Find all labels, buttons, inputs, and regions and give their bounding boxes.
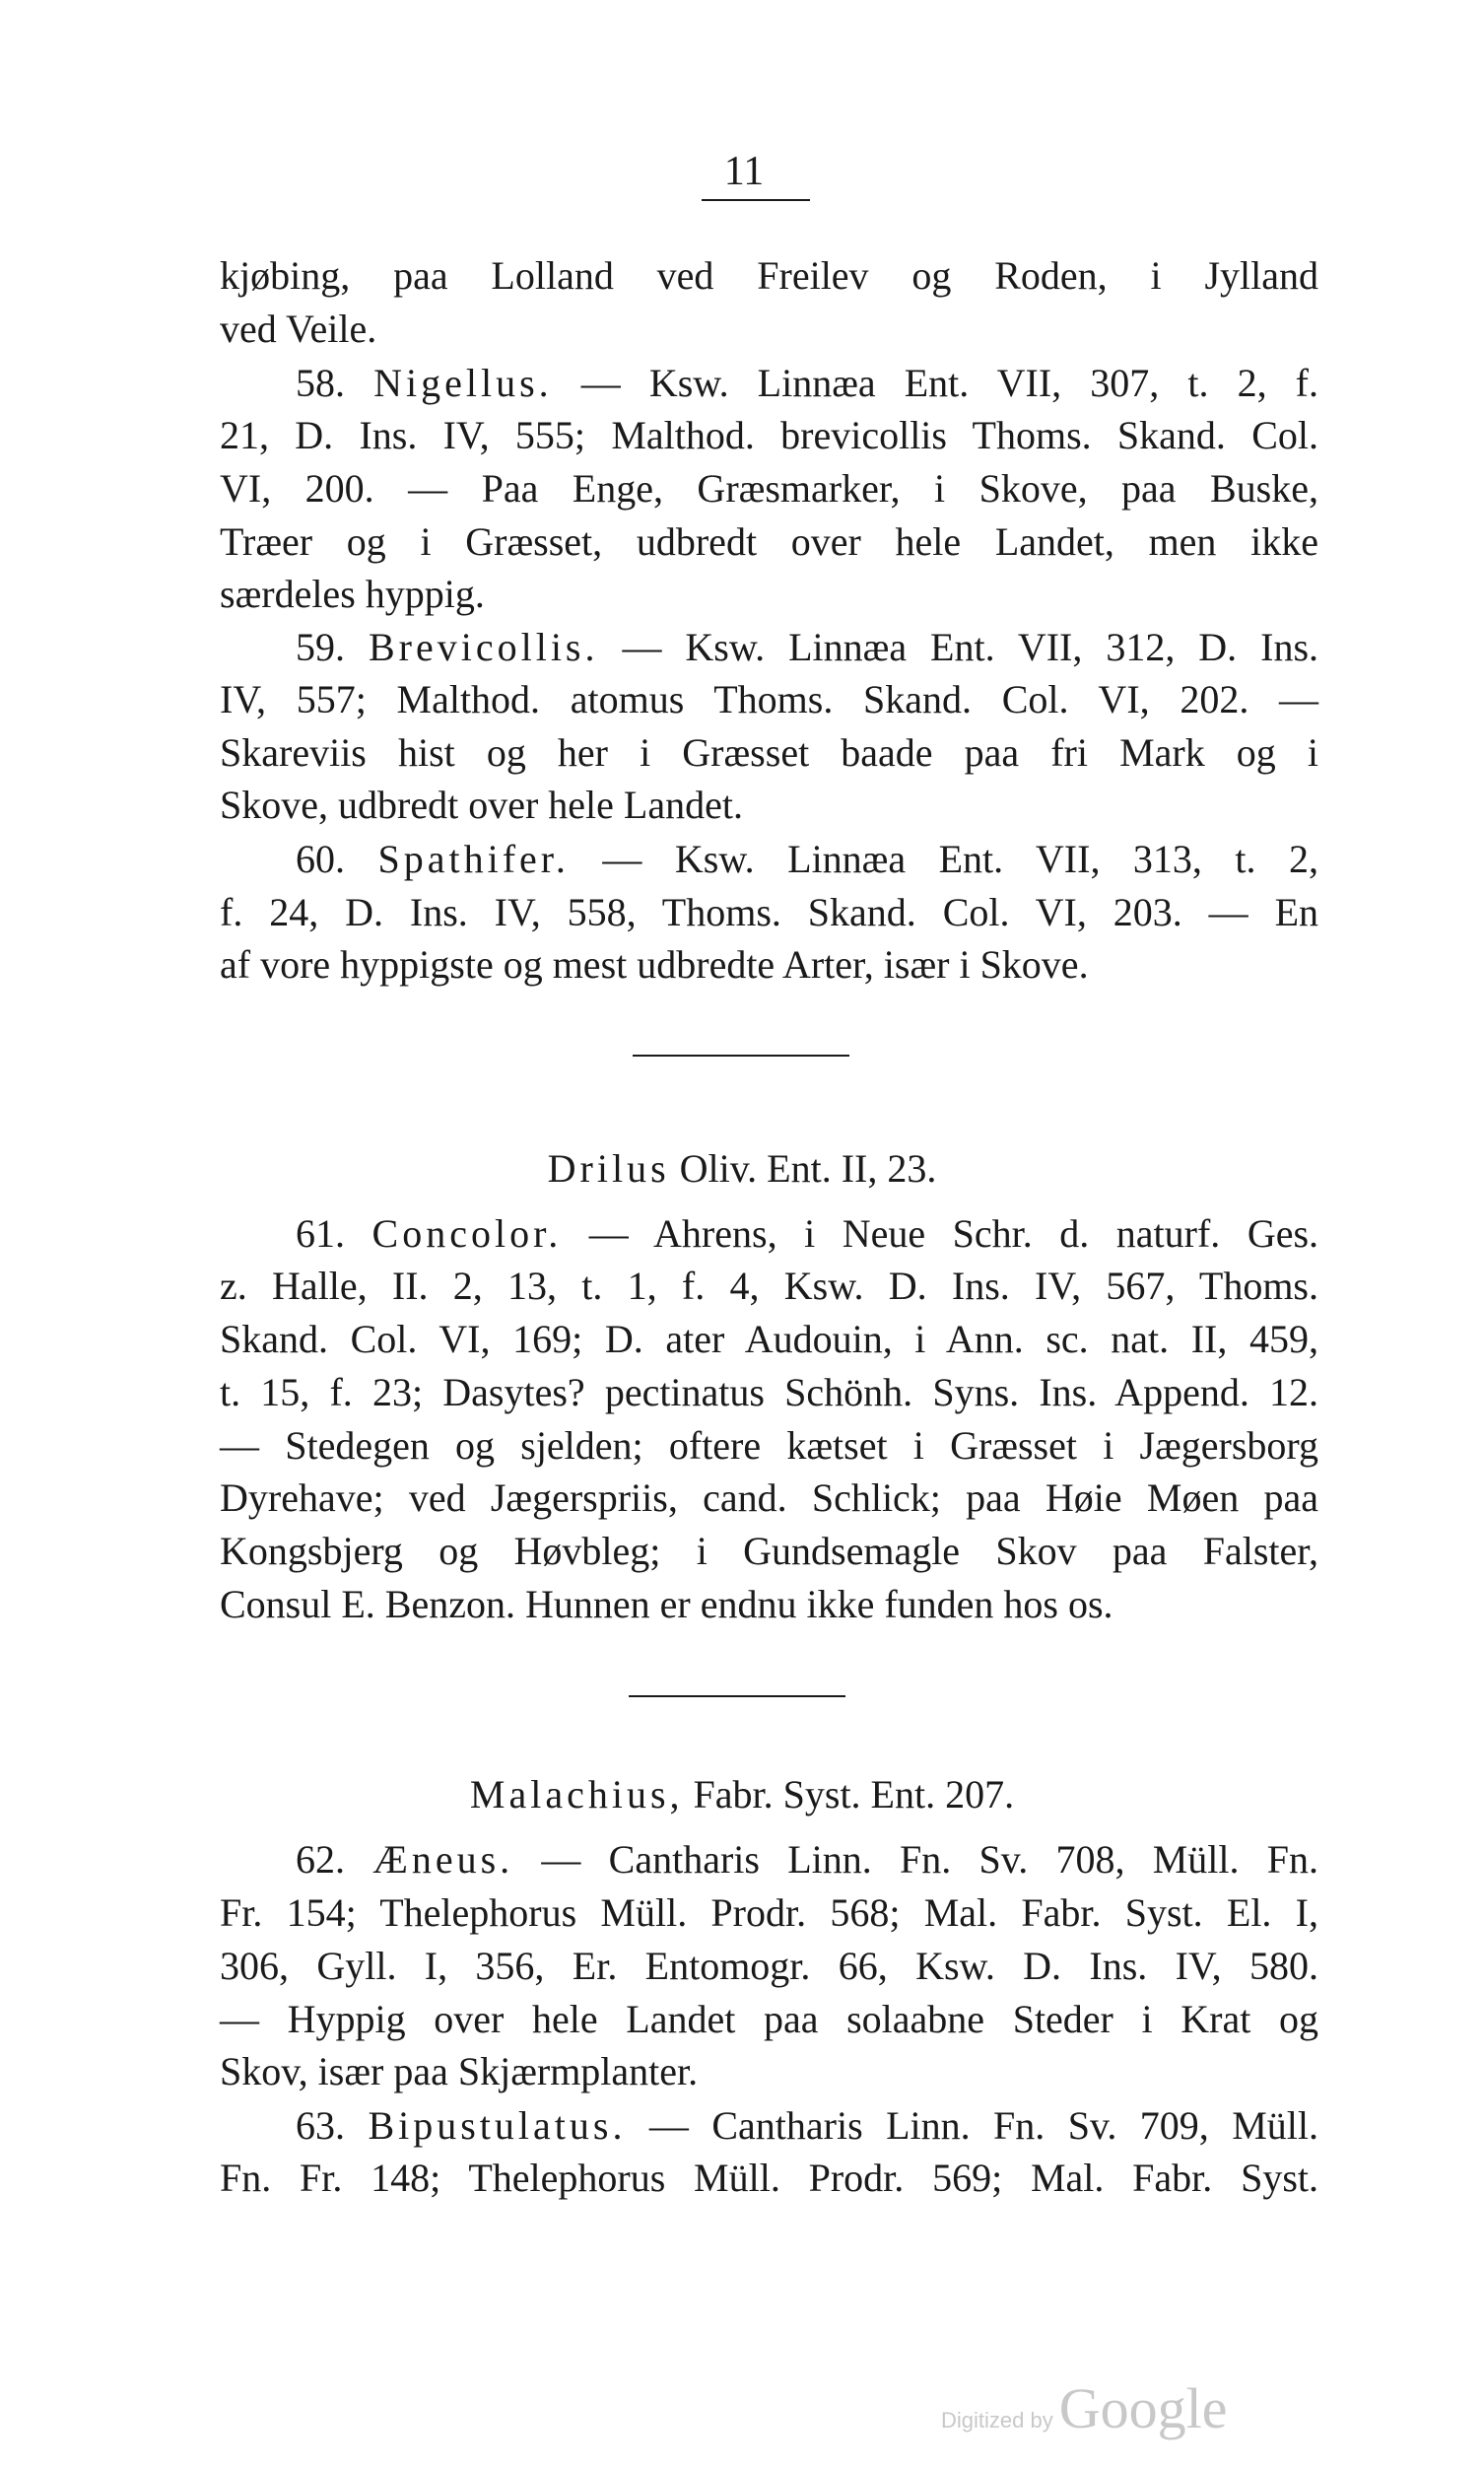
species-name: Brevicollis. xyxy=(368,625,599,669)
genus-reference: Oliv. Ent. II, 23. xyxy=(679,1146,937,1191)
text-line: — Hyppig over hele Landet paa solaabne Steder i Krat og xyxy=(220,1997,1318,2041)
reference-text: — Cantharis Linn. Fn. Sv. 709, Müll. xyxy=(648,2103,1319,2148)
reference-text: — Ksw. Linnæa Ent. VII, 307, t. 2, f. xyxy=(580,361,1318,405)
text-line: Skov, især paa Skjærmplanter. xyxy=(220,2049,699,2093)
page-number-rule xyxy=(702,199,810,201)
genus-reference: Fabr. Syst. Ent. 207. xyxy=(693,1772,1015,1816)
text-line: Træer og i Græsset, udbredt over hele Landet, men ikke xyxy=(220,519,1318,564)
species-name: Æneus. xyxy=(372,1837,514,1882)
entry-63-first-line xyxy=(296,2102,1318,2150)
text-line: z. Halle, II. 2, 13, t. 1, f. 4, Ksw. D. Ins. IV, 567, Thoms. xyxy=(220,1264,1318,1308)
text-line: 21, D. Ins. IV, 555; Malthod. brevicollis Thoms. Skand. Col. xyxy=(220,413,1318,457)
text-line: ved Veile. xyxy=(220,307,377,351)
text-line: Skareviis hist og her i Græsset baade paa fri Mark og i xyxy=(220,730,1318,775)
text-line: t. 15, f. 23; Dasytes? pectinatus Schönh. Syns. Ins. Append. 12. xyxy=(220,1370,1318,1414)
text-line: Fn. Fr. 148; Thelephorus Müll. Prodr. 569; Mal. Fabr. Syst. xyxy=(220,2156,1318,2200)
text-line: Dyrehave; ved Jægerspriis, cand. Schlick; paa Høie Møen paa xyxy=(220,1475,1318,1520)
reference-text: — Ahrens, i Neue Schr. d. naturf. Ges. xyxy=(588,1211,1319,1256)
watermark-prefix: Digitized by xyxy=(941,2408,1053,2433)
entry-number: 63. xyxy=(296,2103,345,2148)
species-name: Bipustulatus. xyxy=(368,2103,627,2148)
section-divider xyxy=(633,1055,849,1057)
text-line: af vore hyppigste og mest udbredte Arter, især i Skove. xyxy=(220,942,1089,987)
entry-number: 62. xyxy=(296,1837,345,1882)
entry-58-first-line xyxy=(296,360,1318,407)
entry-59-first-line xyxy=(296,624,1318,671)
digitized-by-watermark xyxy=(941,2375,1227,2441)
text-line: Fr. 154; Thelephorus Müll. Prodr. 568; Mal. Fabr. Syst. El. I, xyxy=(220,1890,1318,1935)
species-name: Spathifer. xyxy=(377,837,570,881)
entry-number: 60. xyxy=(296,837,345,881)
text-line: særdeles hyppig. xyxy=(220,572,485,616)
entry-60-first-line xyxy=(296,836,1318,883)
text-line: VI, 200. — Paa Enge, Græsmarker, i Skove, paa Buske, xyxy=(220,466,1318,511)
text-line: f. 24, D. Ins. IV, 558, Thoms. Skand. Col. VI, 203. — En xyxy=(220,890,1318,934)
reference-text: — Cantharis Linn. Fn. Sv. 708, Müll. Fn. xyxy=(541,1837,1319,1882)
genus-heading xyxy=(0,1145,1484,1193)
page-number: 11 xyxy=(723,149,765,194)
species-name: Concolor. xyxy=(371,1211,563,1256)
text-line: Kongsbjerg og Høvbleg; i Gundsemagle Skov paa Falster, xyxy=(220,1529,1318,1573)
reference-text: — Ksw. Linnæa Ent. VII, 313, t. 2, xyxy=(602,837,1319,881)
genus-name: Malachius, xyxy=(469,1772,684,1816)
entry-61-first-line xyxy=(296,1210,1318,1258)
text-line: Skand. Col. VI, 169; D. ater Audouin, i Ann. sc. nat. II, 459, xyxy=(220,1317,1318,1361)
entry-number: 59. xyxy=(296,625,345,669)
section-divider xyxy=(629,1695,845,1697)
text-line: Consul E. Benzon. Hunnen er endnu ikke funden hos os. xyxy=(220,1582,1113,1626)
watermark-brand: Google xyxy=(1058,2376,1228,2440)
text-line: Skove, udbredt over hele Landet. xyxy=(220,783,743,827)
entry-number: 61. xyxy=(296,1211,345,1256)
reference-text: — Ksw. Linnæa Ent. VII, 312, D. Ins. xyxy=(622,625,1319,669)
text-line: kjøbing, paa Lolland ved Freilev og Roden, i Jylland xyxy=(220,253,1318,298)
text-line: IV, 557; Malthod. atomus Thoms. Skand. Col. VI, 202. — xyxy=(220,677,1318,721)
genus-heading xyxy=(0,1771,1484,1818)
entry-number: 58. xyxy=(296,361,345,405)
text-line: — Stedegen og sjelden; oftere kætset i Græsset i Jægersborg xyxy=(220,1423,1318,1468)
text-line: 306, Gyll. I, 356, Er. Entomogr. 66, Ksw. D. Ins. IV, 580. xyxy=(220,1944,1318,1988)
entry-62-first-line xyxy=(296,1836,1318,1884)
species-name: Nigellus. xyxy=(373,361,553,405)
genus-name: Drilus xyxy=(547,1146,670,1191)
